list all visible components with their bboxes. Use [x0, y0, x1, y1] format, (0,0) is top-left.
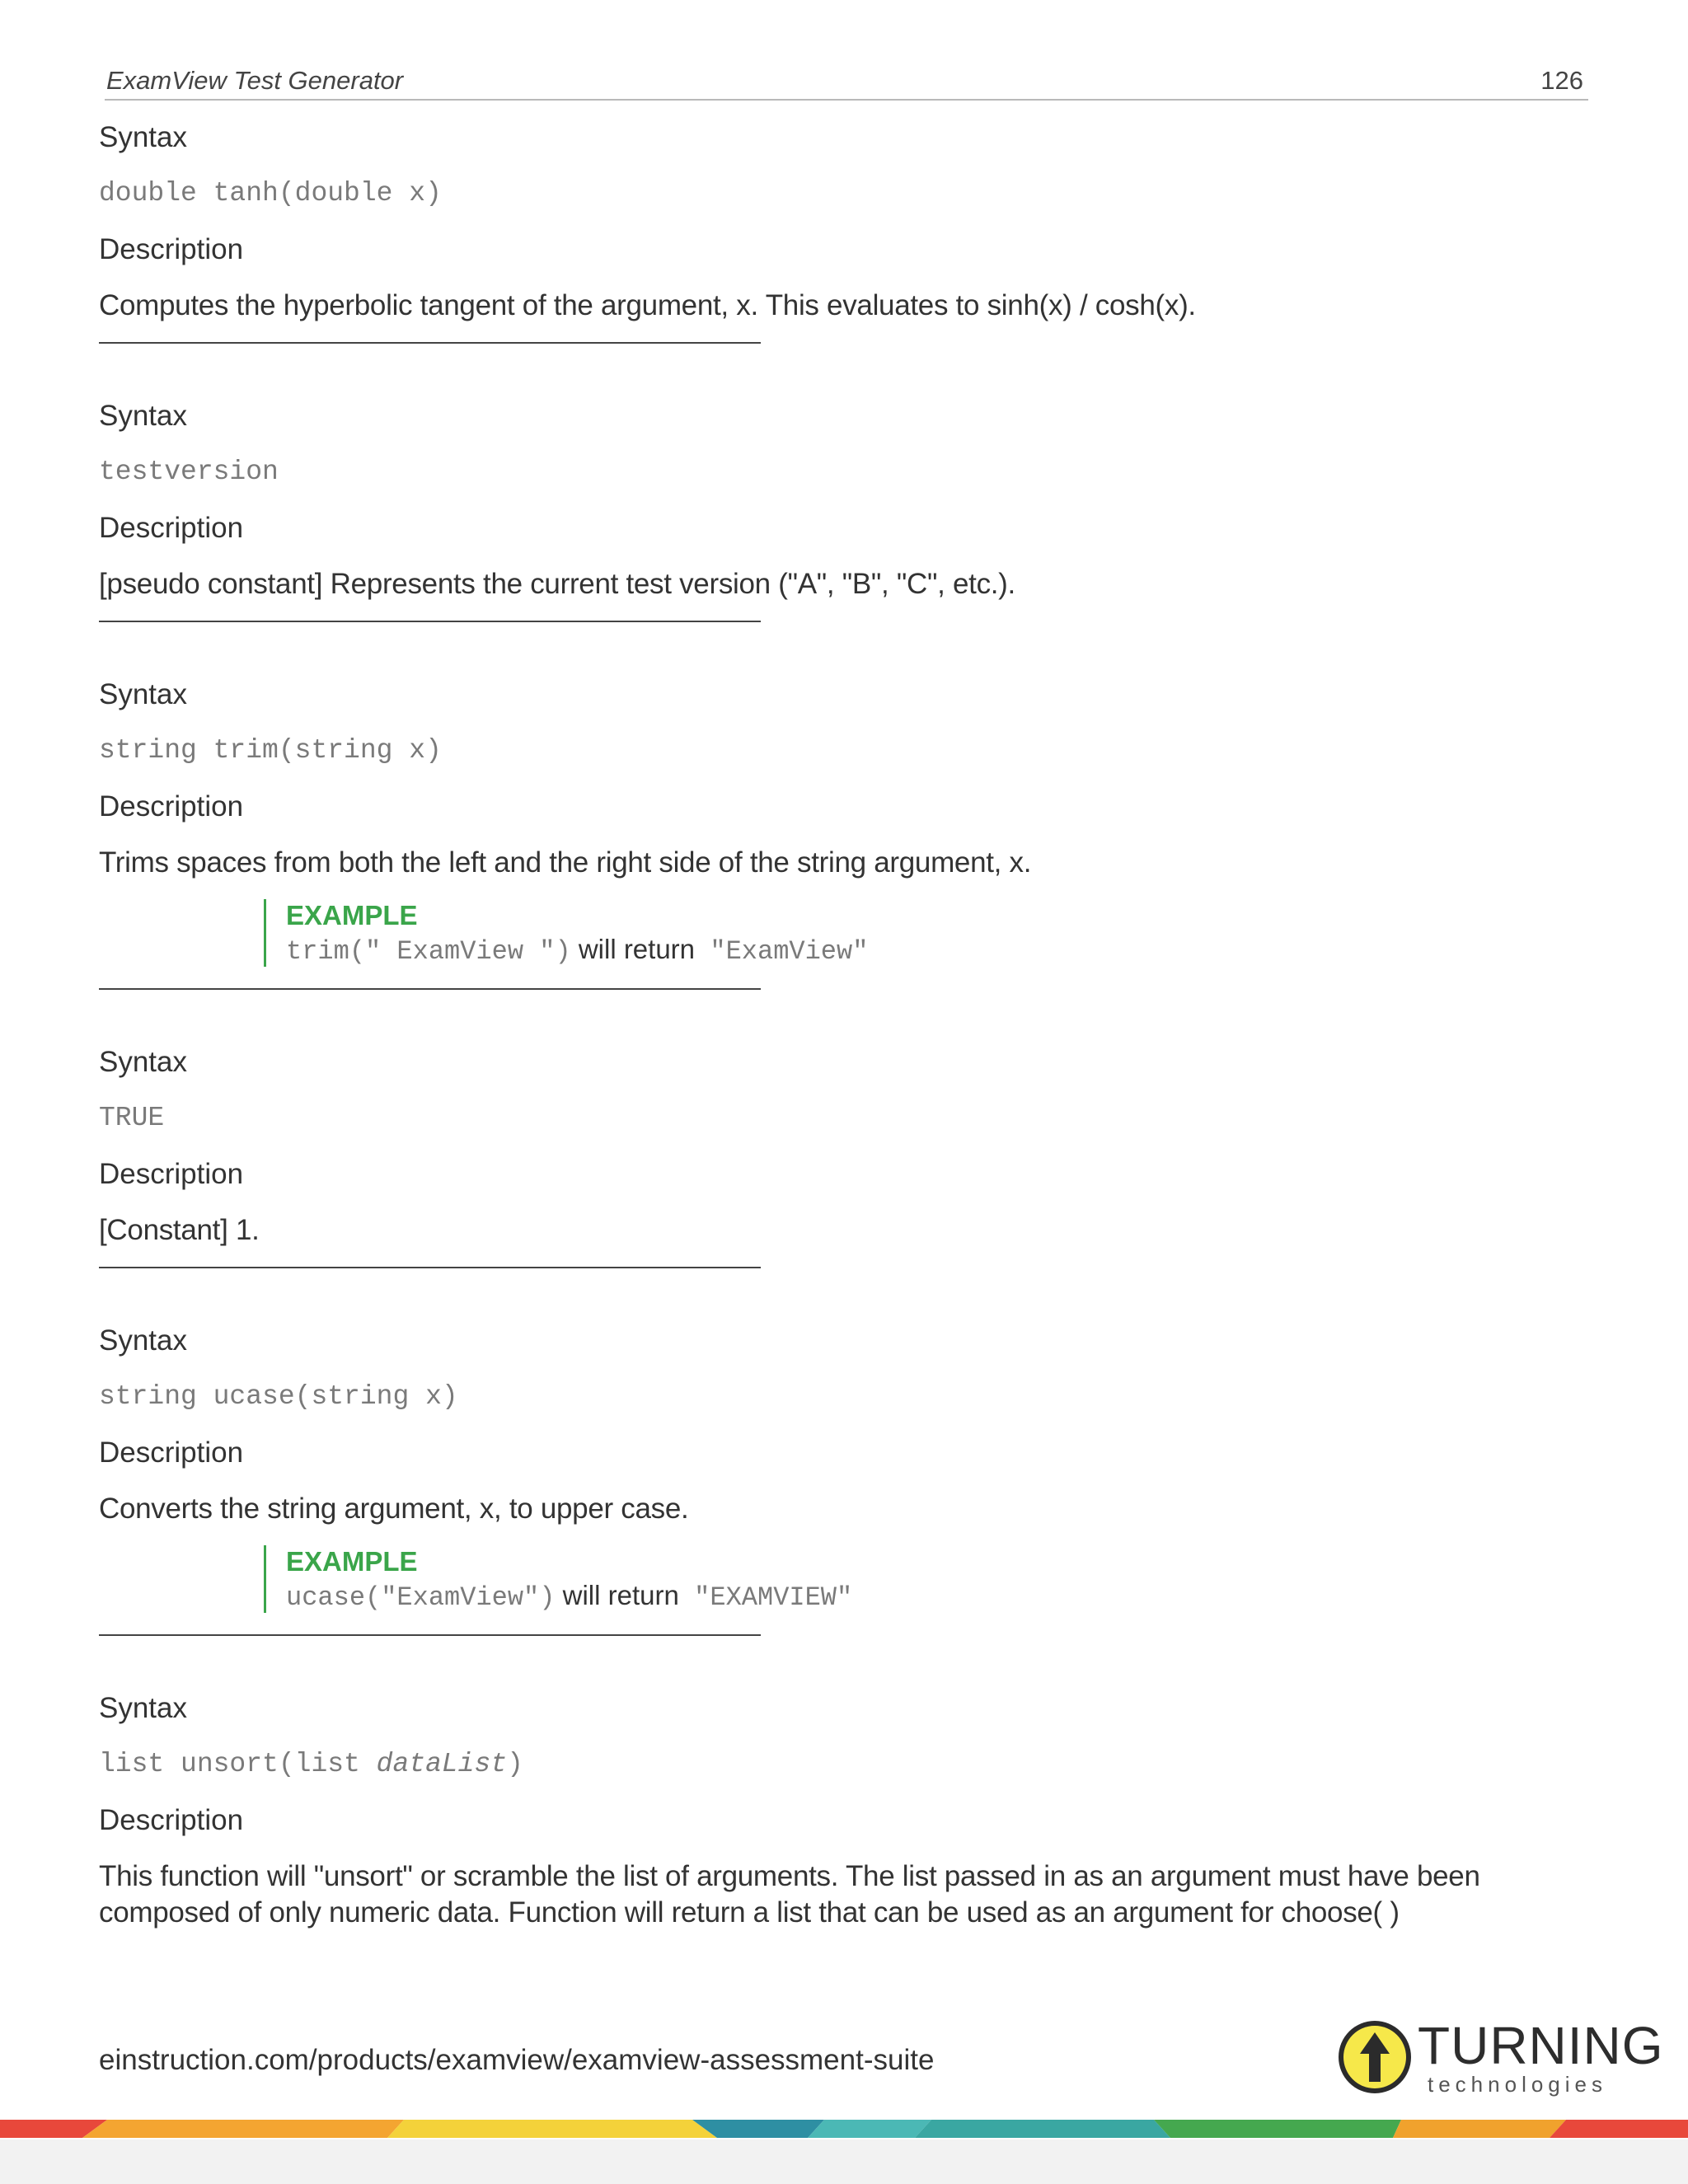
example-heading: EXAMPLE: [286, 1546, 418, 1577]
entry-separator: [99, 342, 761, 344]
description-text: [Constant] 1.: [99, 1214, 260, 1246]
syntax-code: string trim(string x): [99, 735, 442, 766]
syntax-code: [99, 1746, 1582, 1783]
syntax-code-suffix: ): [507, 1749, 523, 1779]
syntax-label: Syntax: [99, 1046, 187, 1078]
example-body: [286, 1578, 1582, 1613]
entry-separator: [99, 621, 761, 622]
syntax-code: double tanh(double x): [99, 178, 442, 209]
description-label: Description: [99, 233, 244, 265]
example-result: "EXAMVIEW": [694, 1582, 853, 1613]
syntax-code: testversion: [99, 457, 279, 487]
entry-separator: [99, 988, 761, 990]
example-will-return: will return: [570, 934, 703, 964]
example-body: [286, 932, 1582, 967]
description-label: Description: [99, 1804, 244, 1836]
function-entry-true: [99, 1044, 1582, 1268]
example-call: trim(" ExamView "): [286, 936, 571, 967]
reference-content: [99, 120, 1582, 1949]
turning-technologies-logo: [1335, 2016, 1664, 2100]
footer-color-band: [0, 2115, 1688, 2139]
description-text: [pseudo constant] Represents the current test version ("A", "B", "C", etc.).: [99, 568, 1015, 600]
example-will-return: will return: [555, 1580, 687, 1610]
description-text: Trims spaces from both the left and the right side of the string argument, x.: [99, 846, 1032, 879]
syntax-label: Syntax: [99, 400, 187, 432]
logo-subtitle: technologies: [1428, 2072, 1607, 2097]
syntax-label: Syntax: [99, 1324, 187, 1357]
description-text: Computes the hyperbolic tangent of the argument, x. This evaluates to sinh(x) / cosh(x).: [99, 289, 1196, 321]
turning-logo-icon: [1335, 2018, 1414, 2097]
function-entry-trim: [99, 677, 1582, 990]
page-header: [105, 66, 1588, 101]
syntax-label: Syntax: [99, 678, 187, 710]
description-label: Description: [99, 790, 244, 823]
entry-separator: [99, 1634, 761, 1636]
syntax-code: string ucase(string x): [99, 1381, 458, 1412]
footer-url: einstruction.com/products/examview/examview-assessment-suite: [99, 2044, 935, 2076]
example-call: ucase("ExamView"): [286, 1582, 556, 1613]
syntax-code: TRUE: [99, 1103, 165, 1133]
description-label: Description: [99, 1158, 244, 1190]
description-label: Description: [99, 512, 244, 544]
syntax-code-param: dataList: [376, 1749, 508, 1779]
function-entry-testversion: [99, 398, 1582, 622]
function-entry-ucase: [99, 1323, 1582, 1636]
function-entry-tanh: [99, 120, 1582, 344]
description-label: Description: [99, 1436, 244, 1469]
logo-wordmark: TURNING: [1418, 2016, 1664, 2075]
example-box: [264, 899, 1582, 967]
syntax-label: Syntax: [99, 1692, 187, 1724]
syntax-code-prefix: list unsort(list: [99, 1749, 377, 1779]
document-title: ExamView Test Generator: [106, 66, 404, 95]
page-bottom-margin: [0, 2139, 1688, 2184]
example-result: "ExamView": [710, 936, 869, 967]
description-text: This function will "unsort" or scramble the list of arguments. The list passed in as an argument must have been composed of only numeric data. Function will return a list that can be used as an argument for choose( ): [99, 1860, 1480, 1929]
example-box: [264, 1545, 1582, 1613]
function-entry-unsort: [99, 1690, 1582, 1931]
page-number: 126: [1540, 66, 1583, 95]
example-heading: EXAMPLE: [286, 900, 418, 930]
entry-separator: [99, 1267, 761, 1268]
syntax-label: Syntax: [99, 121, 187, 153]
description-text: Converts the string argument, x, to upper case.: [99, 1493, 689, 1525]
